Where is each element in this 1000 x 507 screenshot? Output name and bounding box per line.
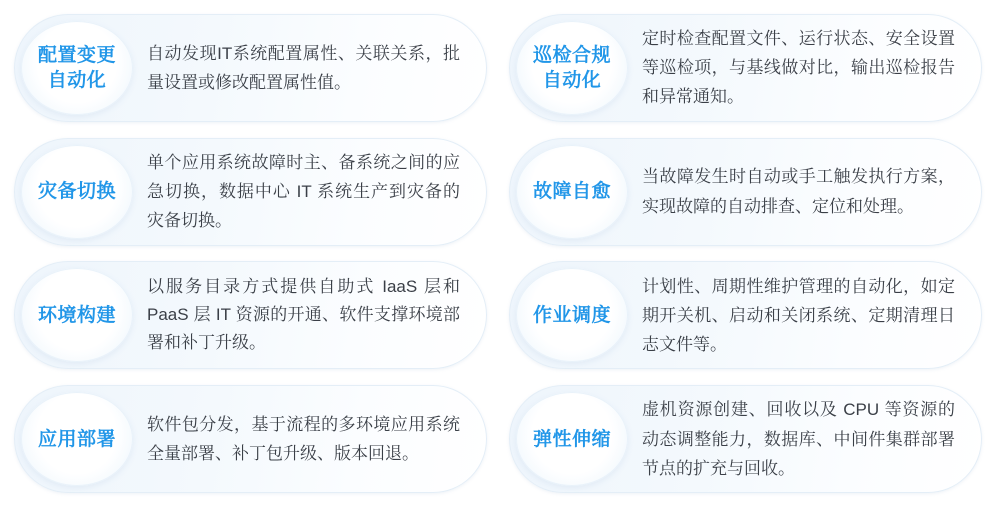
feature-description: 定时检查配置文件、运行状态、安全设置等巡检项，与基线做对比，输出巡检报告和异常通知。	[642, 29, 955, 107]
feature-title-line-1: 巡检合规	[532, 44, 611, 66]
feature-badge	[21, 392, 133, 486]
feature-card-job-scheduling[interactable]	[509, 261, 982, 369]
feature-description: 单个应用系统故障时主、备系统之间的应急切换，数据中心 IT 系统生产到灾备的灾备切换。	[147, 152, 460, 231]
feature-badge	[21, 21, 133, 115]
feature-card-fault-self-healing[interactable]	[509, 138, 982, 246]
feature-title-line-1: 应用部署	[37, 428, 116, 450]
feature-badge	[21, 145, 133, 239]
feature-title-line-1: 配置变更	[37, 44, 116, 66]
feature-card-application-deployment[interactable]	[14, 385, 487, 493]
feature-card-elastic-scaling[interactable]	[509, 385, 982, 493]
feature-badge	[516, 268, 628, 362]
feature-badge	[516, 392, 628, 486]
feature-card-disaster-recovery-switch[interactable]	[14, 138, 487, 246]
feature-title-line-1: 灾备切换	[37, 181, 116, 203]
feature-title-line-2: 自动化	[47, 69, 107, 91]
feature-title-line-1: 故障自愈	[532, 181, 611, 203]
feature-description: 计划性、周期性维护管理的自动化，如定期开关机、启动和关闭系统、定期清理日志文件等。	[642, 276, 955, 354]
feature-title-line-1: 环境构建	[37, 304, 116, 326]
feature-card-inspection-compliance[interactable]	[509, 14, 982, 122]
feature-badge	[21, 268, 133, 362]
feature-card-config-change[interactable]	[14, 14, 487, 122]
feature-title-line-1: 弹性伸缩	[532, 428, 611, 450]
feature-card-environment-build[interactable]	[14, 261, 487, 369]
feature-badge	[516, 145, 628, 239]
feature-title-line-1: 作业调度	[532, 304, 611, 326]
feature-description: 以服务目录方式提供自助式 IaaS 层和PaaS 层 IT 资源的开通、软件支撑环境部署和补丁升级。	[147, 277, 460, 353]
feature-description: 自动发现IT系统配置属性、关联关系，批量设置或修改配置属性值。	[147, 43, 460, 92]
feature-description: 当故障发生时自动或手工触发执行方案，实现故障的自动排查、定位和处理。	[642, 167, 955, 216]
feature-badge	[516, 21, 628, 115]
feature-description: 虚机资源创建、回收以及 CPU 等资源的动态调整能力，数据库、中间件集群部署节点的扩充与回收。	[642, 400, 955, 478]
feature-description: 软件包分发，基于流程的多环境应用系统全量部署、补丁包升级、版本回退。	[147, 414, 460, 464]
feature-title-line-2: 自动化	[542, 69, 602, 91]
